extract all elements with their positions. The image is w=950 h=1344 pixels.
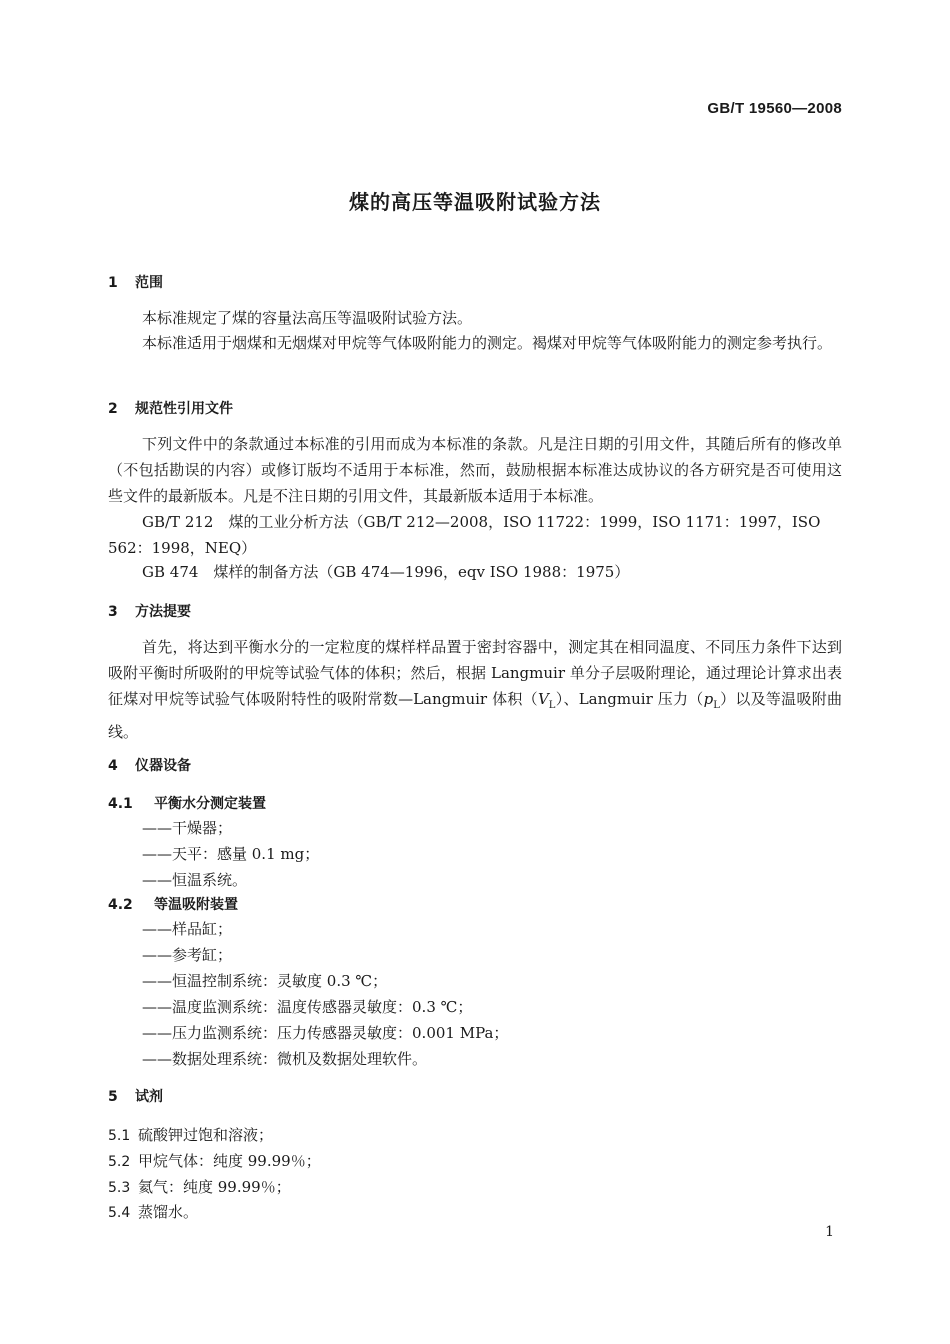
section-title: 仪器设备 — [135, 758, 191, 774]
subsection-number: 4.1 — [108, 796, 133, 812]
reagent-text: 蒸馏水。 — [138, 1203, 199, 1221]
langmuir-volume-symbol: V — [537, 690, 549, 708]
subsection-title: 等温吸附装置 — [154, 897, 238, 913]
section-2-heading — [108, 398, 233, 418]
langmuir-pressure-symbol: p — [703, 690, 714, 708]
section-1-heading — [108, 272, 163, 292]
equipment-item-temperature-control: ——恒温控制系统：灵敏度 0.3 ℃； — [142, 972, 388, 990]
section-number: 3 — [108, 604, 118, 620]
page-number: 1 — [825, 1224, 834, 1240]
section-number: 5 — [108, 1089, 118, 1105]
equipment-item-balance: ——天平：感量 0.1 mg； — [142, 845, 320, 863]
section-title: 试剂 — [135, 1089, 163, 1105]
section-title: 方法提要 — [135, 604, 191, 620]
equipment-item-thermostat: ——恒温系统。 — [142, 871, 248, 889]
equipment-item-pressure-monitor: ——压力监测系统：压力传感器灵敏度：0.001 MPa； — [142, 1024, 509, 1042]
subsection-4-1-heading — [108, 793, 266, 813]
reagent-item — [108, 1176, 291, 1197]
reagent-text: 氦气：纯度 99.99％； — [138, 1178, 291, 1196]
section-number: 1 — [108, 275, 118, 291]
normative-reference-1: GB/T 212 煤的工业分析方法（GB/T 212—2008，ISO 11722：1999，ISO 1171：1997，ISO 562：1998，NEQ） — [108, 513, 821, 557]
method-text-part-1: 首先，将达到平衡水分的一定粒度的煤样样品置于密封容器中，测定其在相同温度、不同压力条件下达到吸附平衡时所吸附的甲烷等试验气体的体积；然后，根据 Langmuir 单分子层吸附理论，通过理论计算求出表征煤对甲烷等试验气体吸附特性的吸附常数—Langmuir 体积（ — [108, 638, 842, 708]
standard-code: GB/T 19560—2008 — [707, 100, 842, 117]
reagent-item — [108, 1201, 198, 1222]
subsection-number: 4.2 — [108, 897, 133, 913]
section-1-paragraph-1: 本标准规定了煤的容量法高压等温吸附试验方法。 — [142, 309, 473, 327]
reagent-number: 5.2 — [108, 1154, 131, 1170]
langmuir-volume-subscript: L — [548, 700, 556, 711]
reagent-text: 硫酸钾过饱和溶液； — [138, 1126, 274, 1144]
section-3-heading — [108, 601, 191, 621]
section-4-heading — [108, 755, 191, 775]
equipment-item-sample-cell: ——样品缸； — [142, 920, 233, 938]
subsection-title: 平衡水分测定装置 — [154, 796, 266, 812]
document-title: 煤的高压等温吸附试验方法 — [349, 190, 601, 214]
section-5-heading — [108, 1086, 163, 1106]
reagent-number: 5.1 — [108, 1128, 131, 1144]
subsection-4-2-heading — [108, 894, 238, 914]
reagent-item — [108, 1150, 321, 1171]
reagent-item — [108, 1124, 273, 1145]
equipment-item-data-processing: ——数据处理系统：微机及数据处理软件。 — [142, 1050, 428, 1068]
reagent-text: 甲烷气体：纯度 99.99％； — [138, 1152, 321, 1170]
section-2-paragraph-1: 下列文件中的条款通过本标准的引用而成为本标准的条款。凡是注日期的引用文件，其随后所有的修改单（不包括勘误的内容）或修订版均不适用于本标准，然而，鼓励根据本标准达成协议的各方研究是否可使用这些文件的最新版本。凡是不注日期的引用文件，其最新版本适用于本标准。 — [108, 435, 842, 505]
section-number: 4 — [108, 758, 118, 774]
method-text-part-3: ）以及等温吸附曲线。 — [108, 690, 842, 741]
reagent-number: 5.3 — [108, 1180, 131, 1196]
section-title: 范围 — [135, 275, 163, 291]
equipment-item-reference-cell: ——参考缸； — [142, 946, 233, 964]
langmuir-pressure-subscript: L — [713, 700, 720, 711]
equipment-item-temperature-monitor: ——温度监测系统：温度传感器灵敏度：0.3 ℃； — [142, 998, 473, 1016]
section-1-paragraph-2: 本标准适用于烟煤和无烟煤对甲烷等气体吸附能力的测定。褐煤对甲烷等气体吸附能力的测定参考执行。 — [142, 334, 833, 352]
method-text-part-2: ）、Langmuir 压力（ — [555, 690, 704, 708]
equipment-item-desiccator: ——干燥器； — [142, 819, 233, 837]
normative-reference-2: GB 474 煤样的制备方法（GB 474—1996，eqv ISO 1988：1975） — [142, 563, 630, 581]
section-number: 2 — [108, 401, 118, 417]
reagent-number: 5.4 — [108, 1205, 131, 1221]
section-title: 规范性引用文件 — [135, 401, 233, 417]
section-3-paragraph-1 — [108, 634, 842, 745]
